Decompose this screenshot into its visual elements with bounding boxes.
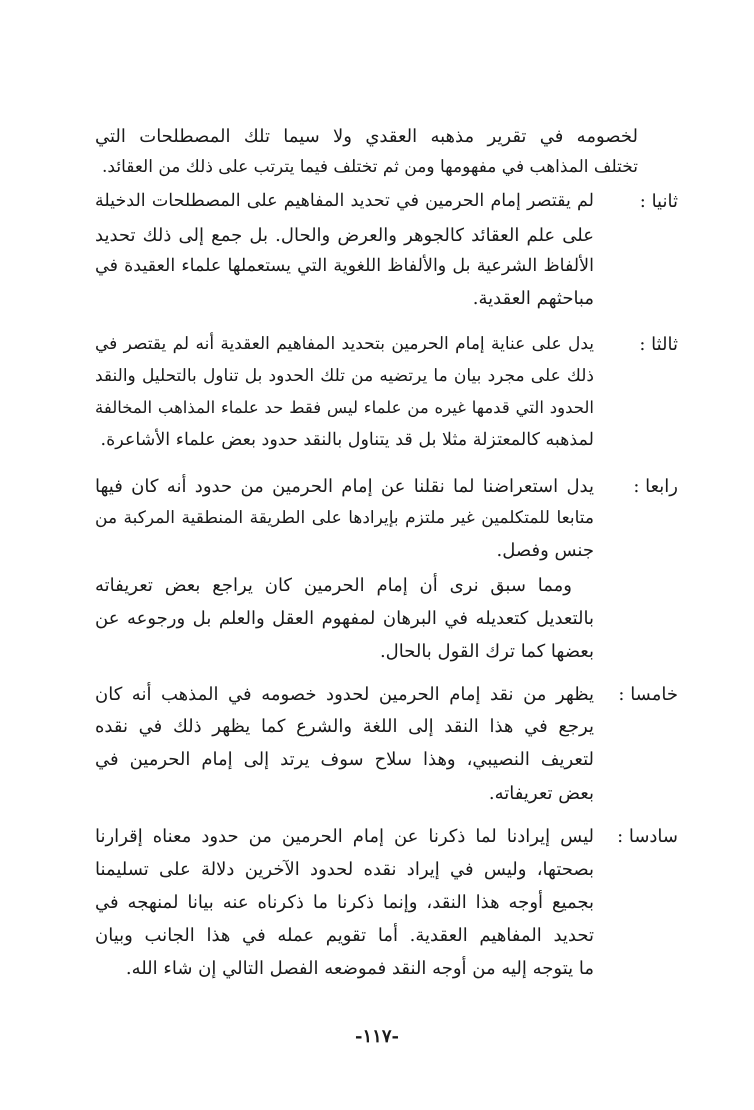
page-number: -١١٧- [355,1026,399,1047]
item-line: لتعريف النصيبي، وهذا سلاح سوف يرتد إلى إمام الحرمين في [95,749,594,770]
item-line: يرجع في هذا النقد إلى اللغة والشرع كما يظهر ذلك في نقده [95,716,594,737]
item-subparagraph-line: بالتعديل كتعديله في البرهان لمفهوم العقل والعلم بل ورجوعه عن [95,608,594,629]
item-label-second: ثانيا : [639,191,678,212]
item-line: بعض تعريفاته. [488,783,594,804]
item-line: مباحثهم العقدية. [472,288,594,309]
item-line: بجميع أوجه هذا النقد، وإنما ذكرنا ما ذكرناه عنه بيانا لمنهجه في [95,892,594,913]
item-line: ليس إيرادنا لما ذكرنا عن إمام الحرمين من حدود معناه إقرارنا [95,826,594,847]
item-line: يدل استعراضنا لما نقلنا عن إمام الحرمين من حدود أنه كان فيها [95,476,594,497]
item-label-fifth: خامسا : [618,684,678,705]
item-subparagraph-line: ومما سبق نرى أن إمام الحرمين كان يراجع بعض تعريفاته [95,575,572,596]
item-label-fourth: رابعا : [633,476,678,497]
item-line: ما يتوجه إليه من أوجه النقد فموضعه الفصل التالي إن شاء الله. [125,958,594,979]
item-line: تحديد المفاهيم العقدية. أما تقويم عمله في هذا الجانب وبيان [95,925,594,946]
item-line: بصحتها، وليس في إيراد نقده لحدود الآخرين دلالة على تسليمنا [95,859,594,880]
item-line: متابعا للمتكلمين غير ملتزم بإيرادها على الطريقة المنطقية المركبة من [95,508,594,528]
item-line: الحدود التي قدمها غيره من علماء ليس فقط حد علماء المذاهب المخالفة [95,398,594,417]
item-label-third: ثالثا : [639,334,678,355]
item-line: على علم العقائد كالجوهر والعرض والحال. بل جمع إلى ذلك تحديد [95,225,594,246]
item-line: الألفاظ الشرعية بل والألفاظ اللغوية التي يستعملها علماء العقيدة في [95,256,594,276]
item-subparagraph-line: بعضها كما ترك القول بالحال. [379,641,594,662]
item-line: يدل على عناية إمام الحرمين بتحديد المفاهيم العقدية أنه لم يقتصر في [95,334,594,354]
item-line: يظهر من نقد إمام الحرمين لحدود خصومه في المذهب أنه كان [95,684,594,705]
intro-line: تختلف المذاهب في مفهومها ومن ثم تختلف فيما يترتب على ذلك من العقائد. [102,157,638,177]
intro-line: لخصومه في تقرير مذهبه العقدي ولا سيما تلك المصطلحات التي [95,126,638,147]
item-line: جنس وفصل. [496,540,594,561]
item-line: لم يقتصر إمام الحرمين في تحديد المفاهيم على المصطلحات الدخيلة [95,191,594,211]
item-line: ذلك على مجرد بيان ما يرتضيه من تلك الحدود بل تناول بالتحليل والنقد [95,366,594,386]
item-label-sixth: سادسا : [617,826,678,847]
item-line: لمذهبه كالمعتزلة مثلا بل قد يتناول بالنقد حدود بعض علماء الأشاعرة. [100,430,594,450]
